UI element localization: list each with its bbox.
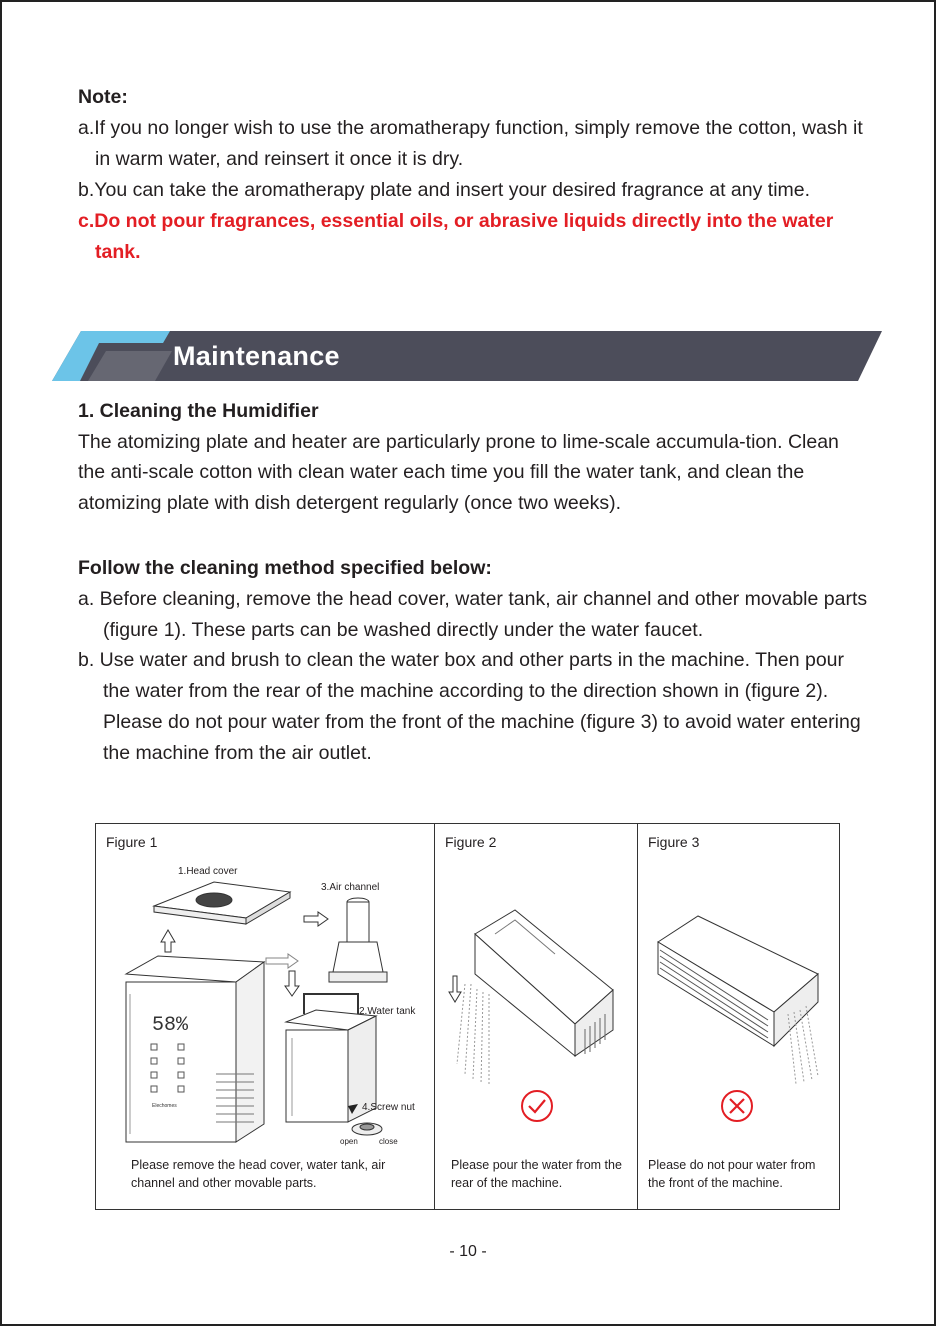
cleaning-body: The atomizing plate and heater are particularly prone to lime-scale accumula-tion. Clean the anti-scale cotton with clean water each time you fill the water tank, and clean the atomizing plate with dish detergent regularly (once two weeks). (78, 430, 839, 514)
check-icon (522, 1091, 552, 1121)
figures-table (95, 823, 840, 1210)
method-item-b: b. Use water and brush to clean the water box and other parts in the machine. Then pour the water from the rear of the machine according to the direction shown in (figure 2). Please do not pour water from the front of the machine (figure 3) to avoid water entering the machine from the air outlet. (78, 649, 861, 764)
cleaning-title: 1. Cleaning the Humidifier (78, 400, 319, 422)
cleaning-section (78, 396, 868, 518)
callout-screw-nut: 4.Screw nut (362, 1102, 415, 1113)
method-title: Follow the cleaning method specified below: (78, 557, 492, 579)
figure-2-caption: Please pour the water from the rear of the machine. (451, 1158, 622, 1190)
display-readout: 58% (152, 1014, 189, 1037)
callout-open: open (340, 1137, 358, 1146)
callout-water-tank: 2.Water tank (359, 1006, 416, 1017)
page-number: - 10 - (449, 1243, 487, 1260)
figure-1 (96, 824, 435, 1209)
section-title: Maintenance (173, 341, 340, 371)
figure-2 (435, 824, 638, 1209)
figure-3-caption: Please do not pour water from the front of the machine. (648, 1158, 816, 1190)
note-title: Note: (78, 86, 128, 108)
method-section (78, 553, 868, 769)
pour-from-front-illustration (638, 824, 839, 1209)
note-item-c-warning: c.Do not pour fragrances, essential oils, or abrasive liquids directly into the water tank. (78, 210, 834, 263)
callout-close: close (379, 1137, 398, 1146)
callout-air-channel: 3.Air channel (321, 882, 380, 893)
figure-3-label: Figure 3 (648, 834, 700, 850)
brand-mark: Elechomes (152, 1103, 177, 1109)
note-item-a: a.If you no longer wish to use the aromatherapy function, simply remove the cotton, wash it in warm water, and reinsert it once it is dry. (78, 117, 863, 170)
figure-1-label: Figure 1 (106, 834, 158, 850)
method-item-a: a. Before cleaning, remove the head cover, water tank, air channel and other movable parts (figure 1). These parts can be washed directly under the water faucet. (78, 587, 868, 641)
cross-icon (722, 1091, 752, 1121)
callout-head-cover: 1.Head cover (178, 866, 238, 877)
note-section (78, 82, 868, 268)
pour-from-rear-illustration (435, 824, 638, 1209)
note-item-b: b.You can take the aromatherapy plate and insert your desired fragrance at any time. (78, 179, 811, 201)
figure-2-label: Figure 2 (445, 834, 497, 850)
figure-3 (638, 824, 839, 1209)
figure-1-caption: Please remove the head cover, water tank, air channel and other movable parts. (131, 1158, 386, 1190)
